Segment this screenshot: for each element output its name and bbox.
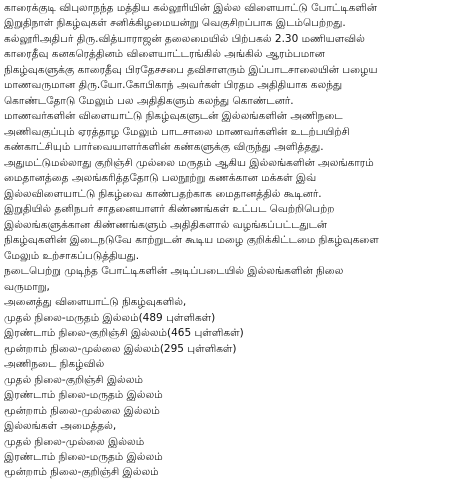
paragraph-line-10: கண்காட்சியும் பார்வையாளர்களின் கண்களுக்கு விருந்து அளித்தது.	[4, 141, 324, 153]
paragraph-line-15: இல்லங்களுக்கான கிண்ணங்களும் அதிதிகளால் வழங்கப்பட்டதுடன்	[4, 219, 328, 231]
section-heading-house-decoration: இல்லங்கள் அமைத்தல்,	[4, 420, 117, 432]
paragraph-line-16: நிகழ்வுகளின் இடைநடுவே காற்றுடன் கூடிய மழை குறிக்கிட்டமை நிகழ்வுகளை	[4, 234, 379, 246]
paragraph-line-5: நிகழ்வுகளுக்கு காரைதீவு பிரதேசசபை தவிசாளரும் இப்பாடசாலையின் பழைய	[4, 64, 378, 76]
results-intro-line-1: நடைபெற்று முடிந்த போட்டிகளின் அடிப்படையில் இல்லங்களின் நிலை	[4, 265, 344, 277]
section-heading-all-events: அனைத்து விளையாட்டு நிகழ்வுகளில்,	[4, 296, 187, 308]
paragraph-line-8: மாணவர்களின் விளையாட்டு நிகழ்வுகளுடன் இல்லங்களின் அணிநடை	[4, 110, 343, 122]
paragraph-line-9: அணிவகுப்பும் ஏரத்தாழ மேலும் பாடசாலை மாணவர்களின் உடற்பயிற்சி	[4, 126, 350, 138]
paragraph-line-6: மாணவருமான திரு.யோ.கோபிகாந் அவர்கள் பிரதம அதிதியாக கலந்து	[4, 79, 343, 91]
result-line: இரண்டாம் நிலை-மருதம் இல்லம்	[4, 451, 163, 463]
paragraph-line-17: மேலும் உற்சாகப்படுத்தியது.	[4, 250, 140, 262]
result-line: முதல் நிலை-முல்லை இல்லம்	[4, 436, 145, 448]
result-line: இரண்டாம் நிலை-மருதம் இல்லம்	[4, 389, 163, 401]
paragraph-line-4: காரைதீவு கனகரெத்தினம் விளையாட்டரங்கில் அங்கில் ஆரம்பமான	[4, 48, 325, 60]
paragraph-line-13: இல்லவிளையாட்டு நிகழ்வை காண்பதற்காக மைதானத்தில் கூடினர்.	[4, 188, 322, 200]
document-page	[4, 0, 450, 480]
result-line: மூன்றாம் நிலை-முல்லை இல்லம்(295 புள்ளிகள்)	[4, 343, 237, 355]
result-line: மூன்றாம் நிலை-முல்லை இல்லம்	[4, 405, 160, 417]
result-line: மூன்றாம் நிலை-குறிஞ்சி இல்லம்	[4, 466, 159, 478]
paragraph-line-14: இறுதியில் தனிநபர் சாதனையாளர் கிண்ணங்கள் உட்பட வெற்றிபெற்ற	[4, 203, 335, 215]
paragraph-line-7: கொண்டதோடு மேலும் பல அதிதிகளும் கலந்து கொண்டனர்.	[4, 95, 294, 107]
section-heading-march-past: அணிநடை நிகழ்வில்	[4, 358, 105, 370]
paragraph-line-12: மைதானத்தை அலங்கரித்ததோடு பலநூற்று கணக்கான மக்கள் இவ்	[4, 172, 317, 184]
paragraph-line-1: காரைக்குடி விபுலாநந்த மத்திய கல்லூரியின் இல்ல விளையாட்டு போட்டிகளின்	[4, 2, 378, 14]
result-line: முதல் நிலை-குறிஞ்சி இல்லம்	[4, 374, 143, 386]
result-line: இரண்டாம் நிலை-குறிஞ்சி இல்லம்(465 புள்ளிகள்)	[4, 327, 244, 339]
paragraph-line-2: இறுதிநாள் நிகழ்வுகள் சனிக்கிழமையன்று வெகுசிறப்பாக இடம்பெற்றது.	[4, 17, 346, 29]
paragraph-line-3: கல்லூரிஅதிபர் திரு.வித்யாராஜன் தலைமையில் பிற்பகல் 2.30 மணியளவில்	[4, 33, 365, 45]
results-intro-line-2: வருமாறு,	[4, 281, 50, 293]
result-line: முதல் நிலை-மருதம் இல்லம்(489 புள்ளிகள்)	[4, 312, 216, 324]
paragraph-line-11: அதுமட்டுமல்லாது குறிஞ்சி முல்லை மருதம் ஆகிய இல்லங்களின் அலங்காரம்	[4, 157, 374, 169]
